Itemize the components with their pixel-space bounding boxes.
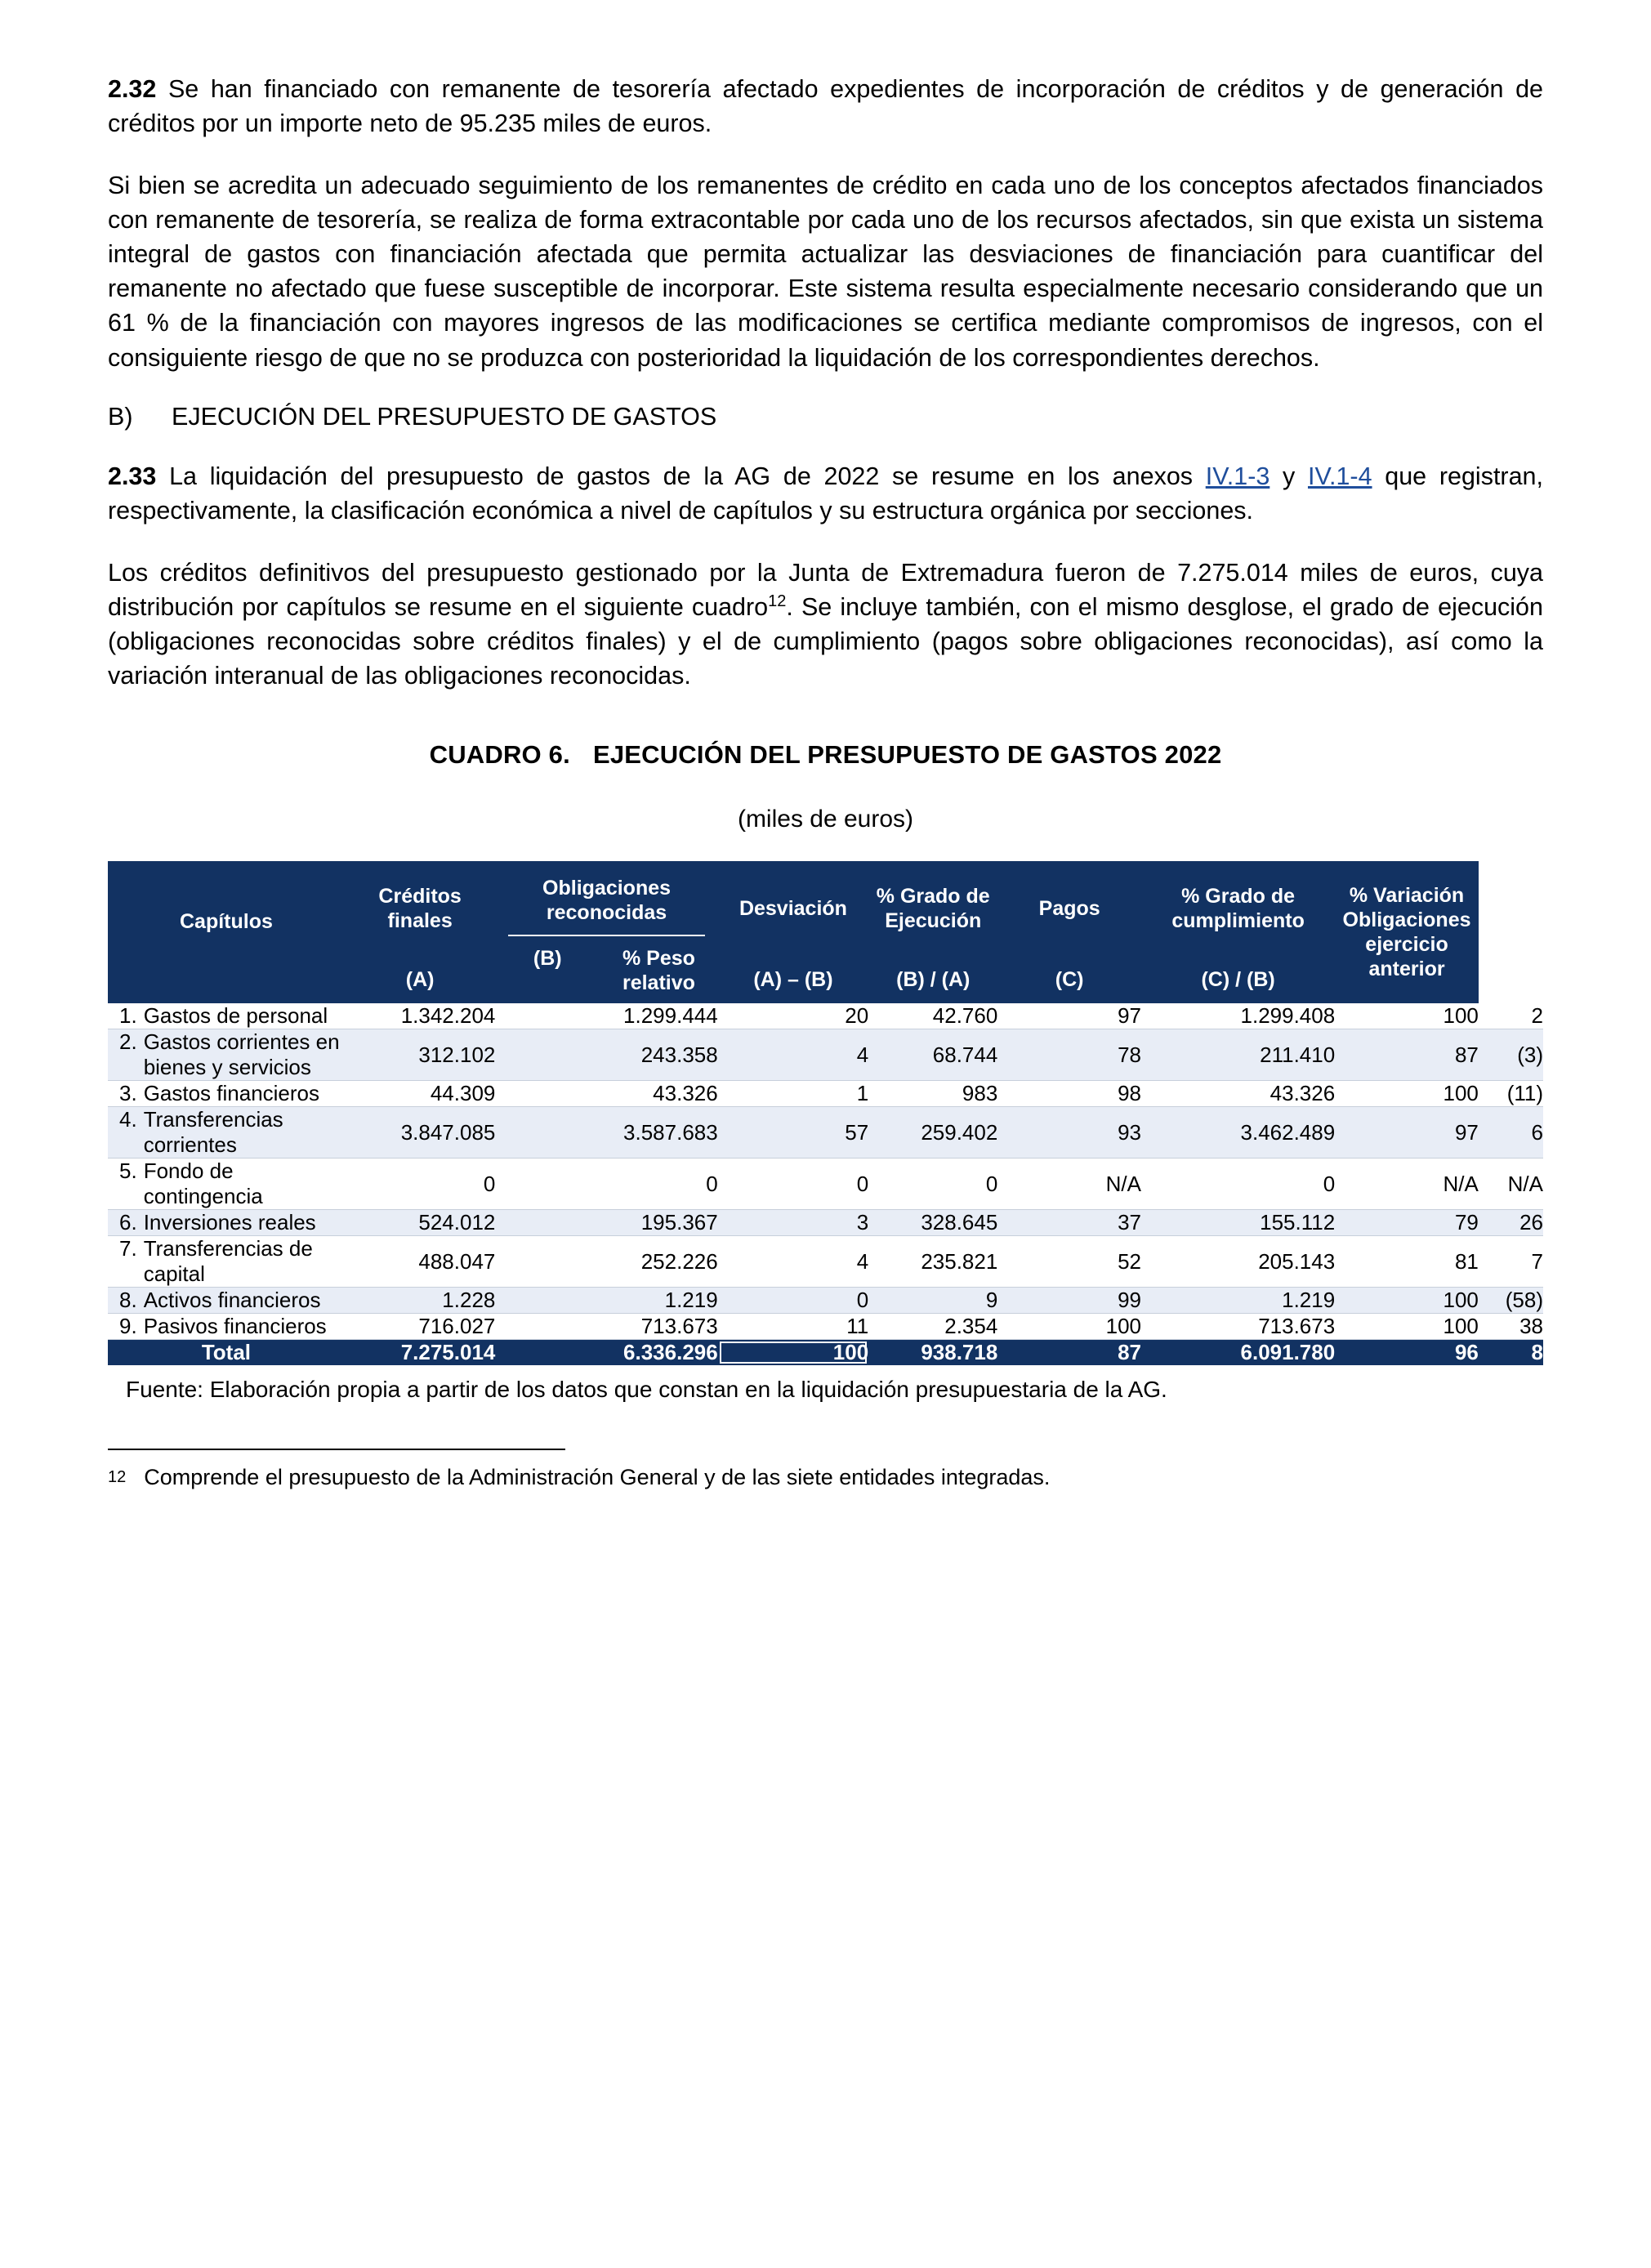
cell-pagos: 211.410 <box>1141 1029 1335 1081</box>
cell-ejecucion: 37 <box>997 1210 1141 1236</box>
cell-capitulo-name: Gastos financieros <box>143 1081 320 1106</box>
table-row <box>108 1003 1543 1029</box>
cell-cumplimiento: 79 <box>1335 1210 1479 1236</box>
table-footer <box>108 1340 1543 1366</box>
total-row <box>108 1340 1543 1366</box>
cell-ejecucion: 78 <box>997 1029 1141 1081</box>
paragraph-creditos-definitivos <box>108 556 1543 693</box>
cell-cumplimiento: 87 <box>1335 1029 1479 1081</box>
cell-capitulo-name: Fondo de contingencia <box>143 1159 263 1209</box>
cell-capitulo <box>108 1107 345 1159</box>
table-body <box>108 1003 1543 1340</box>
table-source: Fuente: Elaboración propia a partir de los datos que constan en la liquidación presupuestaria de la AG. <box>126 1377 1167 1403</box>
subheader-desviacion: (A) – (B) <box>718 956 868 1003</box>
cell-capitulo <box>108 1029 345 1081</box>
cell-capitulo-num: 6. <box>119 1210 137 1235</box>
header-grado-cumplimiento: % Grado de cumplimiento <box>1141 861 1335 956</box>
cell-peso: 0 <box>718 1288 868 1314</box>
cell-capitulo <box>108 1210 345 1236</box>
cell-creditos: 312.102 <box>345 1029 495 1081</box>
table-row <box>108 1288 1543 1314</box>
subheader-grado-ejecucion: (B) / (A) <box>868 956 997 1003</box>
header-capitulos: Capítulos <box>108 861 345 1003</box>
table-caption-title: EJECUCIÓN DEL PRESUPUESTO DE GASTOS 2022 <box>592 740 1222 770</box>
header-obligaciones-b: (B) <box>533 947 562 971</box>
cell-desviacion: 9 <box>868 1288 997 1314</box>
cell-variacion: (11) <box>1479 1081 1543 1107</box>
cell-pagos: 155.112 <box>1141 1210 1335 1236</box>
footnote-number: 12 <box>108 1468 127 1487</box>
cell-cumplimiento: 100 <box>1335 1288 1479 1314</box>
cell-obligaciones: 243.358 <box>495 1029 717 1081</box>
cell-ejecucion: 100 <box>997 1314 1141 1340</box>
anexo-link-iv-1-4[interactable]: IV.1-4 <box>1307 462 1372 490</box>
cell-peso: 3 <box>718 1210 868 1236</box>
cell-desviacion: 68.744 <box>868 1029 997 1081</box>
footnote-text: Comprende el presupuesto de la Administración General y de las siete entidades integradas. <box>144 1465 1051 1490</box>
cell-pagos: 1.299.408 <box>1141 1003 1335 1029</box>
cell-obligaciones: 195.367 <box>495 1210 717 1236</box>
cell-pagos: 713.673 <box>1141 1314 1335 1340</box>
cell-capitulo-name: Gastos de personal <box>143 1003 328 1029</box>
cell-creditos: 0 <box>345 1159 495 1210</box>
cell-creditos: 3.847.085 <box>345 1107 495 1159</box>
paragraph-text-a: Los créditos definitivos del presupuesto gestionado por la Junta de Extremadura fueron de 7.275.014 miles de euros, cuya distribución por capítulos se resume en el siguiente cuadro <box>108 558 1543 621</box>
cell-creditos: 1.342.204 <box>345 1003 495 1029</box>
cell-ejecucion: 99 <box>997 1288 1141 1314</box>
cell-total-variacion: 8 <box>1479 1340 1543 1366</box>
cell-capitulo-num: 8. <box>119 1288 137 1313</box>
cell-capitulo-num: 2. <box>119 1029 137 1055</box>
cell-ejecucion: 93 <box>997 1107 1141 1159</box>
table-caption <box>108 740 1543 770</box>
cell-capitulo-name: Transferencias corrientes <box>143 1107 283 1158</box>
cell-creditos: 1.228 <box>345 1288 495 1314</box>
cell-capitulo-num: 4. <box>119 1107 137 1132</box>
cell-total-cumplimiento: 96 <box>1335 1340 1479 1366</box>
header-obligaciones-group <box>495 861 717 1003</box>
cell-capitulo <box>108 1159 345 1210</box>
cell-cumplimiento: N/A <box>1335 1159 1479 1210</box>
cell-pagos: 1.219 <box>1141 1288 1335 1314</box>
cell-variacion: 6 <box>1479 1107 1543 1159</box>
cell-obligaciones: 252.226 <box>495 1236 717 1288</box>
section-heading-b <box>108 403 1543 431</box>
cell-capitulo-num: 3. <box>119 1081 137 1106</box>
header-grado-ejecucion: % Grado de Ejecución <box>868 861 997 956</box>
cell-pagos: 3.462.489 <box>1141 1107 1335 1159</box>
table-row <box>108 1029 1543 1081</box>
cell-obligaciones: 1.299.444 <box>495 1003 717 1029</box>
cell-peso: 4 <box>718 1236 868 1288</box>
header-desviacion: Desviación <box>718 861 868 956</box>
table-row <box>108 1210 1543 1236</box>
cell-peso: 11 <box>718 1314 868 1340</box>
paragraph-number: 2.32 <box>108 75 157 103</box>
cell-variacion: 2 <box>1479 1003 1543 1029</box>
cell-capitulo-num: 1. <box>119 1003 137 1029</box>
cell-variacion: (3) <box>1479 1029 1543 1081</box>
cell-ejecucion: N/A <box>997 1159 1141 1210</box>
cell-total-obligaciones: 6.336.296 <box>495 1340 717 1366</box>
cell-total-creditos: 7.275.014 <box>345 1340 495 1366</box>
footnote-area <box>108 1449 1543 1490</box>
subheader-grado-cumplimiento: (C) / (B) <box>1141 956 1335 1003</box>
table-header-row <box>108 861 1543 956</box>
cell-obligaciones: 43.326 <box>495 1081 717 1107</box>
cell-desviacion: 983 <box>868 1081 997 1107</box>
cell-peso: 20 <box>718 1003 868 1029</box>
paragraph-2-32 <box>108 72 1543 141</box>
cell-creditos: 44.309 <box>345 1081 495 1107</box>
table-row <box>108 1236 1543 1288</box>
cell-desviacion: 2.354 <box>868 1314 997 1340</box>
cell-variacion: 7 <box>1479 1236 1543 1288</box>
cell-capitulo-name: Transferencias de capital <box>143 1236 313 1287</box>
cell-capitulo-name: Pasivos financieros <box>143 1314 327 1339</box>
header-obligaciones-label: Obligaciones reconocidas <box>542 877 672 925</box>
cell-capitulo-name: Inversiones reales <box>143 1210 316 1235</box>
cell-cumplimiento: 97 <box>1335 1107 1479 1159</box>
cell-desviacion: 328.645 <box>868 1210 997 1236</box>
cell-peso: 4 <box>718 1029 868 1081</box>
cell-variacion: (58) <box>1479 1288 1543 1314</box>
cell-ejecucion: 98 <box>997 1081 1141 1107</box>
cell-cumplimiento: 100 <box>1335 1003 1479 1029</box>
table-units: (miles de euros) <box>737 806 914 833</box>
paragraph-remanente: Si bien se acredita un adecuado seguimiento de los remanentes de crédito en cada uno de los conceptos afectados financiados con remanente de tesorería, se realiza de forma extracontable por cada uno de los recursos afectados, sin que exista un sistema integral de gastos con financiación afectada que permita actualizar las desviaciones de financiación para cuantificar del remanente no afectado que fuese susceptible de incorporar. Este sistema resulta especialmente necesario considerando que un 61 % de la financiación con mayores ingresos de las modificaciones se certifica mediante compromisos de ingresos, con el consiguiente riesgo de que no se produzca con posterioridad la liquidación de los correspondientes derechos. <box>108 172 1543 372</box>
cell-obligaciones: 0 <box>495 1159 717 1210</box>
cell-variacion: N/A <box>1479 1159 1543 1210</box>
cell-peso: 1 <box>718 1081 868 1107</box>
header-creditos-finales <box>345 861 495 956</box>
cell-capitulo <box>108 1081 345 1107</box>
paragraph-text-a: La liquidación del presupuesto de gastos de la AG de 2022 se resume en los anexos <box>156 462 1206 490</box>
cell-capitulo-num: 9. <box>119 1314 137 1339</box>
cell-peso: 57 <box>718 1107 868 1159</box>
cell-ejecucion: 97 <box>997 1003 1141 1029</box>
cell-variacion: 38 <box>1479 1314 1543 1340</box>
table-row <box>108 1107 1543 1159</box>
table-caption-label: CUADRO 6. <box>429 740 570 770</box>
cell-creditos: 488.047 <box>345 1236 495 1288</box>
cell-obligaciones: 1.219 <box>495 1288 717 1314</box>
ejecucion-presupuesto-table <box>108 861 1543 1365</box>
cell-pagos: 43.326 <box>1141 1081 1335 1107</box>
cell-desviacion: 235.821 <box>868 1236 997 1288</box>
header-pagos: Pagos <box>997 861 1141 956</box>
subheader-pagos: (C) <box>997 956 1141 1003</box>
cell-capitulo <box>108 1236 345 1288</box>
footnote-reference[interactable]: 12 <box>768 592 787 610</box>
cell-pagos: 205.143 <box>1141 1236 1335 1288</box>
cell-capitulo <box>108 1314 345 1340</box>
cell-desviacion: 0 <box>868 1159 997 1210</box>
cell-capitulo-name: Activos financieros <box>143 1288 321 1313</box>
cell-cumplimiento: 100 <box>1335 1314 1479 1340</box>
section-title: EJECUCIÓN DEL PRESUPUESTO DE GASTOS <box>172 402 717 431</box>
cell-variacion: 26 <box>1479 1210 1543 1236</box>
cell-pagos: 0 <box>1141 1159 1335 1210</box>
cell-creditos: 524.012 <box>345 1210 495 1236</box>
paragraph-text-b: . Se incluye también, con el mismo desglose, el grado de ejecución (obligaciones reconocidas sobre créditos finales) y el de cumplimiento (pagos sobre obligaciones reconocidas), así como la variación interanual de las obligaciones reconocidas. <box>108 592 1543 690</box>
cell-capitulo-num: 7. <box>119 1236 137 1261</box>
cell-total-pagos: 6.091.780 <box>1141 1340 1335 1366</box>
paragraph-text-c: que registran, respectivamente, la clasificación económica a nivel de capítulos y su estructura orgánica por secciones. <box>108 462 1543 525</box>
cell-total-peso: 100 <box>718 1340 868 1366</box>
subheader-creditos-a: (A) <box>345 956 495 1003</box>
cell-cumplimiento: 81 <box>1335 1236 1479 1288</box>
cell-desviacion: 42.760 <box>868 1003 997 1029</box>
table-row <box>108 1314 1543 1340</box>
cell-capitulo-name: Gastos corrientes en bienes y servicios <box>143 1029 340 1080</box>
section-letter: B) <box>108 402 133 431</box>
cell-capitulo-num: 5. <box>119 1159 137 1184</box>
paragraph-text: Se han financiado con remanente de tesorería afectado expedientes de incorporación de créditos y de generación de créditos por un importe neto de 95.235 miles de euros. <box>108 75 1543 138</box>
footnote-divider <box>108 1449 565 1450</box>
cell-capitulo <box>108 1003 345 1029</box>
cell-ejecucion: 52 <box>997 1236 1141 1288</box>
cell-obligaciones: 713.673 <box>495 1314 717 1340</box>
paragraph-number: 2.33 <box>108 462 157 490</box>
header-variacion: % Variación Obligaciones ejercicio anterior <box>1335 861 1479 1003</box>
table-row <box>108 1159 1543 1210</box>
paragraph-2-33 <box>108 459 1543 528</box>
cell-peso: 0 <box>718 1159 868 1210</box>
header-peso-relativo: % Peso relativo <box>622 947 695 995</box>
anexo-link-iv-1-3[interactable]: IV.1-3 <box>1205 462 1270 490</box>
cell-desviacion: 259.402 <box>868 1107 997 1159</box>
cell-creditos: 716.027 <box>345 1314 495 1340</box>
table-row <box>108 1081 1543 1107</box>
paragraph-text-b: y <box>1269 462 1308 490</box>
cell-capitulo <box>108 1288 345 1314</box>
cell-total-ejecucion: 87 <box>997 1340 1141 1366</box>
cell-total-desviacion: 938.718 <box>868 1340 997 1366</box>
footnote-12 <box>108 1465 1543 1490</box>
header-creditos-finales-label: Créditos finales <box>378 885 462 933</box>
cell-obligaciones: 3.587.683 <box>495 1107 717 1159</box>
cell-total-label: Total <box>108 1340 345 1366</box>
cell-cumplimiento: 100 <box>1335 1081 1479 1107</box>
